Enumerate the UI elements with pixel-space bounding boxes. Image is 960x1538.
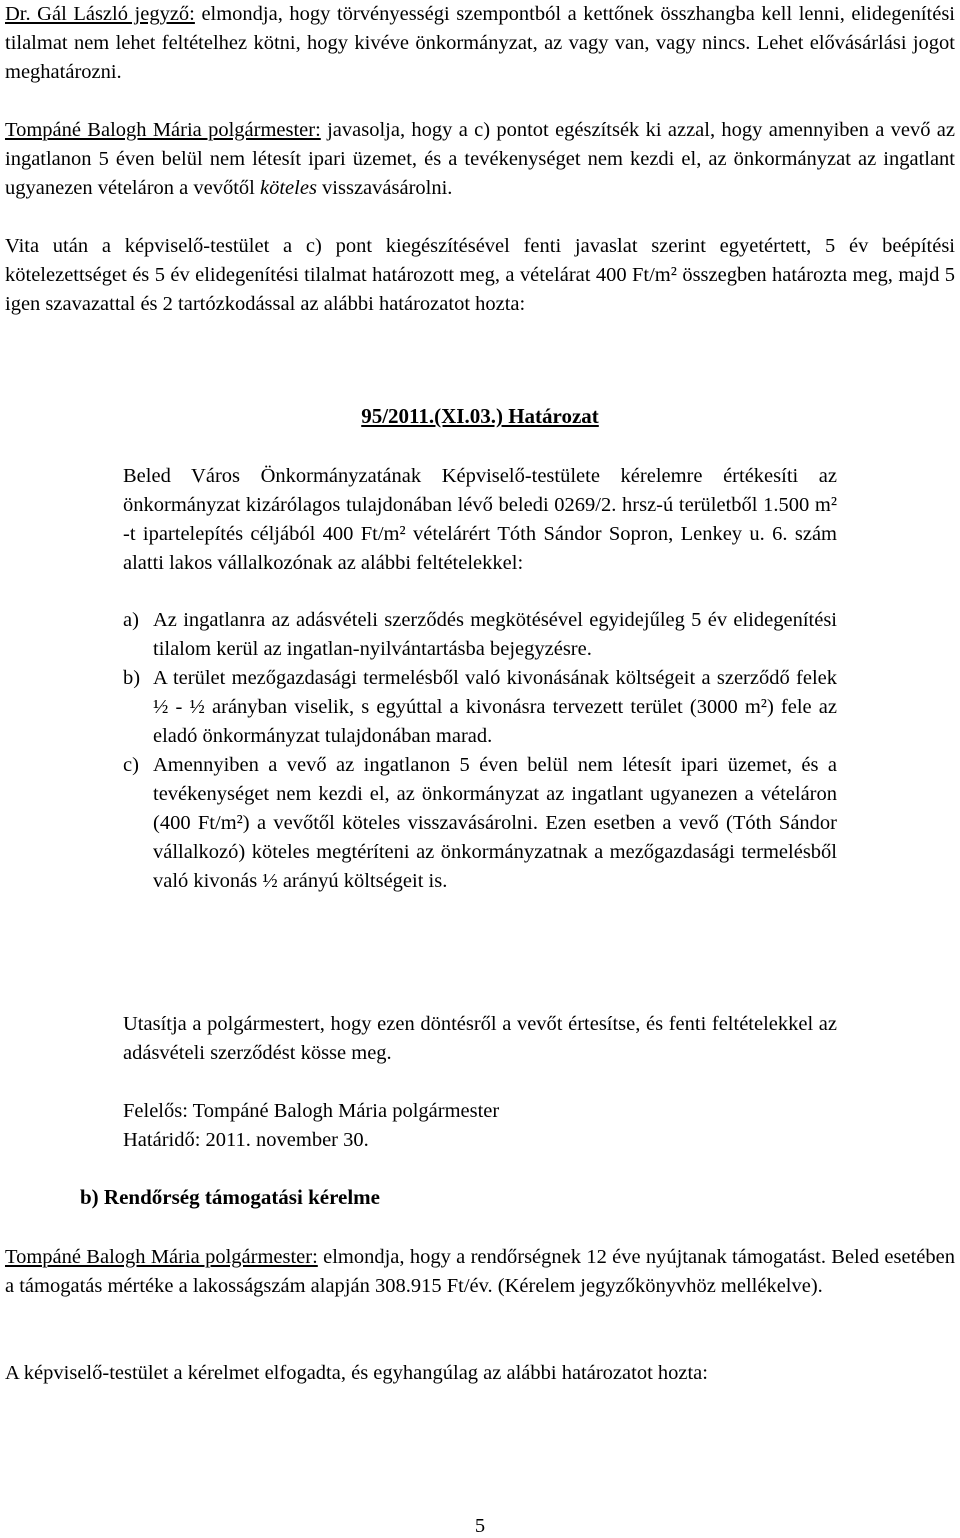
- resolution-conditions-list: [123, 606, 837, 896]
- paragraph-notary-statement: [5, 0, 955, 87]
- list-item: [123, 664, 837, 751]
- page-number: 5: [474, 1515, 486, 1537]
- paragraph-text: javasolja, hogy a c) pontot egészítsék ki azzal, hogy amennyiben a vevő az ingatlanon 5 éven belül nem létesít ipari üzemet, és a tevékenységet nem kezdi el, az önkormányzat az ingatlant ugyanezen vételáron a vevőtől: [5, 119, 955, 199]
- list-item-label: b): [123, 667, 141, 689]
- list-item-label: a): [123, 609, 139, 631]
- paragraph-police-support: [5, 1243, 955, 1301]
- list-item-text: Amennyiben a vevő az ingatlanon 5 éven belül nem létesít ipari üzemet, és a tevékenységet nem kezdi el, az önkormányzat az ingatlant ugyanezen a vételáron (400 Ft/m²) a vevőtől köteles visszavásárolni. Ezen esetben a vevő (Tóth Sándor vállalkozó) köteles megtéríteni az önkormányzatnak a mezőgazdasági termelésből való kivonás ½ arányú költségeit is.: [153, 754, 837, 892]
- italic-word: köteles: [260, 177, 317, 199]
- list-item: [123, 606, 837, 664]
- resolution-intro: Beled Város Önkormányzatának Képviselő-testülete kérelemre értékesíti az önkormányzat kizárólagos tulajdonában lévő beledi 0269/2. hrsz-ú területből 1.500 m² -t ipartelepítés céljából 400 Ft/m² vételárért Tóth Sándor Sopron, Lenkey u. 6. szám alatti lakos vállalkozónak az alábbi feltételekkel:: [123, 465, 837, 574]
- speaker-name: Tompáné Balogh Mária polgármester:: [5, 119, 321, 141]
- paragraph-mayor-proposal: [5, 116, 955, 203]
- paragraph-text: elmondja, hogy a rendőrségnek 12 éve nyújtanak támogatást. Beled esetében a támogatás mértéke a lakosságszám alapján 308.915 Ft/év. (Kérelem jegyzőkönyvhöz mellékelve).: [5, 1246, 955, 1297]
- list-item-text: Az ingatlanra az adásvételi szerződés megkötésével egyidejűleg 5 év elidegenítési tilalom kerül az ingatlan-nyilvántartásba bejegyzésre.: [153, 609, 837, 660]
- paragraph-text: elmondja, hogy törvényességi szempontból a kettőnek összhangba kell lenni, elidegenítési tilalmat nem lehet feltételhez kötni, hogy kivéve önkormányzat, az vagy van, vagy nincs. Lehet elővásárlási jogot meghatározni.: [5, 3, 955, 83]
- resolution-deadline: Határidő: 2011. november 30.: [123, 1129, 369, 1151]
- list-item: [123, 751, 837, 896]
- paragraph-debate-outcome: [5, 232, 955, 319]
- speaker-name: Dr. Gál László jegyző:: [5, 3, 195, 25]
- paragraph-council-decision: A képviselő-testület a kérelmet elfogadta, és egyhangúlag az alábbi határozatot hozta:: [5, 1362, 708, 1384]
- list-item-text: A terület mezőgazdasági termelésből való kivonásának költségeit a szerződő felek ½ - ½ arányban viselik, s egyúttal a kivonásra tervezett terület (3000 m²) fele az eladó önkormányzat tulajdonában marad.: [153, 667, 837, 747]
- resolution-title: 95/2011.(XI.03.) Határozat: [361, 404, 599, 428]
- resolution-instruction: Utasítja a polgármestert, hogy ezen döntésről a vevőt értesítse, és fenti feltételekkel az adásvételi szerződést kösse meg.: [123, 1013, 837, 1064]
- speaker-name: Tompáné Balogh Mária polgármester:: [5, 1246, 318, 1268]
- resolution-responsible: Felelős: Tompáné Balogh Mária polgármester: [123, 1100, 500, 1122]
- paragraph-text: Vita után a képviselő-testület a c) pont kiegészítésével fenti javaslat szerint egyetértett, 5 év beépítési kötelezettséget és 5 év elidegenítési tilalmat határozott meg, a vételárat 400 Ft/m² összegben határozta meg, majd 5 igen szavazattal és 2 tartózkodással az alábbi határozatot hozta:: [5, 235, 955, 315]
- list-item-label: c): [123, 754, 139, 776]
- paragraph-text-tail: visszavásárolni.: [316, 177, 453, 199]
- section-heading: b) Rendőrség támogatási kérelme: [80, 1185, 380, 1209]
